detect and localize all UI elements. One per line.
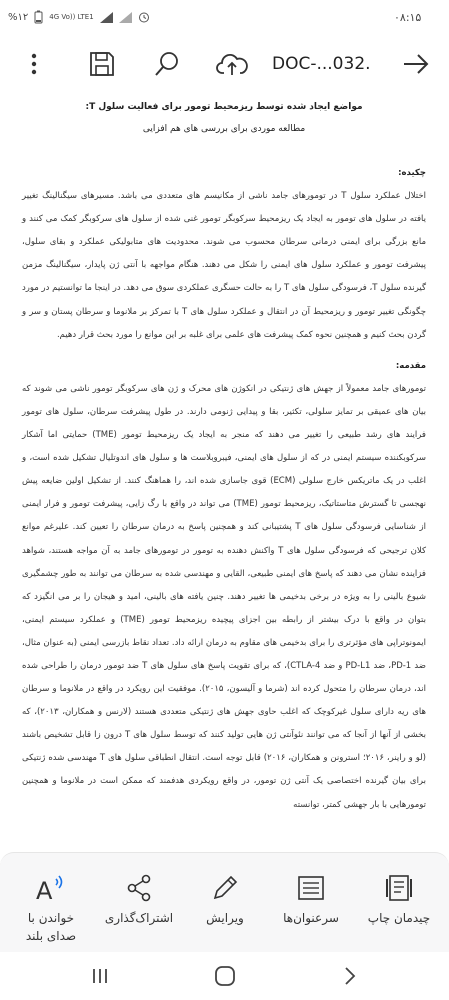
share-label: اشتراک‌گذاری [104, 911, 174, 925]
signal-icon [100, 12, 113, 23]
forward-button[interactable] [396, 44, 436, 84]
bottom-action-bar [0, 852, 449, 953]
chevron-right-icon [343, 966, 357, 986]
signal-icon-2 [119, 12, 132, 23]
system-navigation-bar [0, 952, 449, 1000]
alarm-icon [138, 11, 150, 23]
print-layout-label: چیدمان چاپ [367, 911, 431, 925]
intro-paragraph: تومورهای جامد معمولاً از جهش های ژنتیکی در انکوژن های محرک و ژن های سرکوبگر تومور ناشی می شوند که بیان های عمیقی بر تمایز سلولی، تکثیر، بقا و پیدایی ژنومی دارند. در طول پیشرفت سرطان، سلول های تومور فرایند های رشد طبیعی را تغییر می دهند که منجر به ایجاد یک ریزمحیط تومور (TME) حمایتی اما آشکار سرکوبکننده سیستم ایمنی در که از سلول های ایمنی، فیبروبلاست ها و سلول های اندوتلیال تشکیل شده است، و اغلب در یک ماتریکس خارج سلولی (ECM) قوی جاسازی شده اند، را هماهنگ کنند. از تشکیل اولین ضایعه پیش نهجسی تا گسترش متاستاتیک، ریزمحیط تومور (TME) می تواند در واقع با رگ زایی، پیشرفت تومور و فرار ایمنی از شناسایی فرسودگی سلول های T پشتیبانی کند و همچنین پاسخ به درمان سرطان را تعیین کند. علیرغم موانع کلان ترجیحی که فرسودگی سلول های T واکنش دهنده به تومور در تومورهای جامد به آن مواجه هستند، شواهد فزاینده نشان می دهند که پاسخ های ایمنی طبیعی، القایی و مهندسی شده به سرطان می توانند به طور چشمگیری شیوع بالینی را به ویژه در برخی بدخیمی ها تغییر دهند. چنین یافته های بالینی، امید و هیجان را بر می انگیزد که بتوان در واقع با درک بیشتر از رابطه بین اجزای پیچیده ریزمحیط تومور (TME) و عملکرد سیستم ایمنی، ایمونوتراپی های مؤثرتری را برای بدخیمی های مقاوم به درمان ارائه داد. تعداد نقاط بازرسی ایمنی (به عنوان مثال، ضد PD-1، ضد PD-L1 و ضد CTLA-4)، که برای تقویت پاسخ های سلول های T ضد تومور درمان را طراحی شده اند، درمان سرطان را متحول کرده اند (شرما و آلیسون، ۲۰۱۵). موفقیت این رویکرد در واقع در ملانوما و سرطان های ریه دارای سلول غیرکوچک که اغلب حاوی جهش های ژنتیکی متعددی هستند (لارنس و همکاران، ۲۰۱۳)، که بخشی از آنها از آنجا که می توانند نئوآنتی ژن هایی تولید کنند که توسط سلول های T درون زا قابل تشخیص باشند (لو و راینر، ۲۰۱۶؛ استرونن و همکاران، ۲۰۱۶) قابل توجه است. انتقال انطباقی سلول های T مهندسی شده ژنتیکی برای بیان گیرنده اختصاصی یک آنتی ژن تومور، در واقع رویکردی هدفمند که ممکن است در ملانوما و همچنین تومورهایی با بار جهشی کمتر، توانسته [22, 383, 427, 810]
status-bar [0, 0, 449, 36]
abstract-heading: چکیده: [398, 168, 426, 178]
document-title[interactable]: DOC-...032. [272, 54, 371, 74]
read-aloud-icon [6, 871, 96, 905]
cloud-upload-icon [216, 51, 248, 77]
save-icon [88, 50, 116, 78]
share-button[interactable] [94, 871, 184, 927]
doc-title-line-1: مواضع ایجاد شده توسط ریزمحیط تومور برای فعالیت سلول T: [85, 102, 363, 112]
back-button[interactable] [330, 960, 370, 992]
headings-icon [266, 871, 356, 905]
document-page[interactable] [0, 92, 449, 852]
battery-icon [34, 10, 43, 24]
clock: ۰۸:۱۵ [394, 11, 422, 24]
doc-title-line-2: مطالعه موردی برای بررسی های هم افزایی [142, 124, 306, 134]
svg-text:A: A [36, 877, 53, 903]
menu-button[interactable] [14, 44, 54, 84]
recent-apps-icon [90, 967, 110, 985]
print-layout-icon [354, 871, 444, 905]
edit-button[interactable] [180, 871, 270, 927]
headings-button[interactable] [266, 871, 356, 927]
home-icon [214, 965, 236, 987]
headings-label: سرعنوان‌ها [283, 911, 339, 925]
network-label: 4G Vo)) LTE1 [49, 13, 94, 21]
save-button[interactable] [82, 44, 122, 84]
recent-apps-button[interactable] [80, 960, 120, 992]
abstract-paragraph: اختلال عملکرد سلول T در تومورهای جامد ناشی از مکانیسم های متعددی می باشد. مسیرهای سیگنالینگ تغییر یافته در سلول های تومور به ایجاد یک ریزمحیط سرکوبگر تومور غنی شده از سلول های سرکوبگر کمک می کنند و مانع بزرگی برای ایمنی درمانی سرطان محسوب می شوند. محدودیت های متابولیکی عملکرد و بقای سلول، پیشرفت تومور و عملکرد سلول های ایمنی را شکل می دهند. هنگام مواجهه با آنتی ژن پایدار، سیگنالینگ مزمن گیرنده سلول T، فرسودگی سلول های T را به حالت حسگری عملکردی سوق می دهد. در اینجا ما توانستیم در مورد چگونگی تغییر تومور و ریزمحیط آن در انتقال و عملکرد سلول های T با تمرکز بر ملانوما و سرطان پستان و سر و گردن بحث کنیم و همچنین نحوه کمک پیشرفت های علمی برای غلبه بر این موانع را مورد بحث قرار دهیم. [22, 191, 426, 340]
search-icon [153, 50, 181, 78]
app-toolbar [0, 36, 449, 92]
edit-label: ویرایش [206, 911, 244, 925]
arrow-right-icon [402, 53, 430, 75]
read-aloud-button[interactable] [6, 871, 96, 945]
home-button[interactable] [205, 960, 245, 992]
upload-cloud-button[interactable] [212, 44, 252, 84]
print-layout-button[interactable] [354, 871, 444, 927]
battery-percent: %۱۲ [8, 11, 29, 23]
search-button[interactable] [147, 44, 187, 84]
document-body [22, 92, 426, 817]
intro-heading: مقدمه: [395, 360, 426, 371]
share-icon [94, 871, 184, 905]
read-aloud-label: خواندن با صدای بلند [25, 911, 77, 943]
edit-pencil-icon [180, 871, 270, 905]
kebab-menu-icon [31, 52, 37, 76]
status-indicators [8, 10, 150, 24]
